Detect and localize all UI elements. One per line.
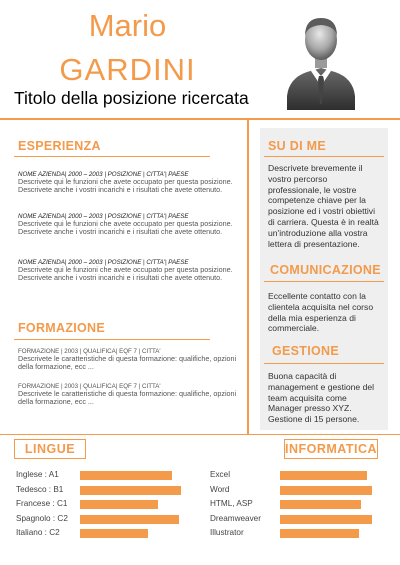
education-entry-heading: FORMAZIONE | 2003 | QUALIFICA| EQF 7 | CITTA' (18, 383, 161, 390)
it-skill-label: Word (210, 484, 230, 494)
experience-entry-heading: NOME AZIENDA| 2000 – 2003 | POSIZIONE | CITTA'| PAESE (18, 213, 189, 220)
it-skill-level-bar (280, 471, 367, 480)
header-divider (0, 118, 400, 120)
last-name: GARDINI (59, 52, 196, 87)
about-title: SU DI ME (268, 139, 326, 153)
it-skill-level-bar (280, 500, 361, 509)
education-entry (18, 383, 240, 407)
experience-underline (14, 156, 210, 157)
communication-underline (264, 281, 384, 282)
language-level-bar (80, 515, 179, 524)
education-entry-text: Descrivete le caratteristiche di questa formazione: qualifiche, opzioni della formazione, ecc ... (18, 354, 237, 372)
about-underline (264, 156, 384, 157)
experience-entry (18, 259, 238, 283)
experience-entry-heading: NOME AZIENDA| 2000 – 2003 | POSIZIONE | CITTA'| PAESE (18, 171, 189, 178)
experience-entry-text: Descrivete qui le funzioni che avete occupato per questa posizione. Descrivete anche i vostri incarichi e i risultati che avete ottenuto. (18, 265, 233, 283)
language-label: Italiano : C2 (16, 528, 60, 537)
education-underline (14, 339, 210, 340)
experience-entry (18, 213, 238, 237)
language-level-bar (80, 529, 148, 538)
experience-title: ESPERIENZA (18, 139, 101, 153)
language-level-bar (80, 486, 181, 495)
language-label: Francese : C1 (16, 499, 68, 508)
it-skill-level-bar (280, 486, 372, 495)
avatar (285, 10, 357, 110)
communication-text: Eccellente contatto con la clientela acquisita nel corso della mia esperienza di commerciale. (268, 291, 374, 334)
language-label: Spagnolo : C2 (16, 513, 68, 523)
language-label: Tedesco : B1 (16, 484, 64, 494)
first-name: Mario (88, 8, 167, 43)
experience-entry-text: Descrivete qui le funzioni che avete occupato per questa posizione. Descrivete anche i vostri incarichi e i risultati che avete ottenuto. (18, 177, 233, 195)
education-entry-heading: FORMAZIONE | 2003 | QUALIFICA| EQF 7 | CITTA' (18, 348, 161, 355)
management-underline (264, 363, 384, 364)
language-level-bar (80, 471, 172, 480)
language-label: Inglese : A1 (16, 470, 59, 479)
about-text: Descrivete brevemente il vostro percorso professionale, le vostre competenze chiave per la posizione ed i vostri obiettivi di carriera. Questa è in realtà un'introduzione alla vostra lettera di presentazione. (268, 163, 379, 249)
it-skill-label: Dreamweaver (210, 513, 261, 523)
education-title: FORMAZIONE (18, 321, 106, 335)
education-entry (18, 348, 240, 372)
it-skill-level-bar (280, 529, 359, 538)
it-skill-level-bar (280, 515, 372, 524)
language-level-bar (80, 500, 158, 509)
management-title: GESTIONE (272, 344, 339, 358)
management-text: Buona capacità di management e gestione del team acquisita come Manager presso XYZ. Gestione di 15 persone. (268, 371, 375, 425)
languages-title: LINGUE (14, 439, 86, 459)
it-skill-label: Illustrator (210, 528, 244, 537)
it-skill-label: Excel (210, 470, 231, 479)
experience-entry-heading: NOME AZIENDA| 2000 – 2003 | POSIZIONE | CITTA'| PAESE (18, 259, 189, 266)
position-title: Titolo della posizione ricercata (14, 88, 249, 108)
education-entry-text: Descrivete le caratteristiche di questa formazione: qualifiche, opzioni della formazione, ecc ... (18, 389, 237, 407)
communication-title: COMUNICAZIONE (270, 263, 381, 277)
experience-entry (18, 171, 238, 195)
experience-entry-text: Descrivete qui le funzioni che avete occupato per questa posizione. Descrivete anche i vostri incarichi e i risultati che avete ottenuto. (18, 219, 233, 237)
column-divider (247, 118, 249, 434)
it-title: INFORMATICA (284, 439, 378, 459)
it-skill-label: HTML, ASP (210, 499, 253, 508)
bottom-divider (0, 434, 400, 435)
